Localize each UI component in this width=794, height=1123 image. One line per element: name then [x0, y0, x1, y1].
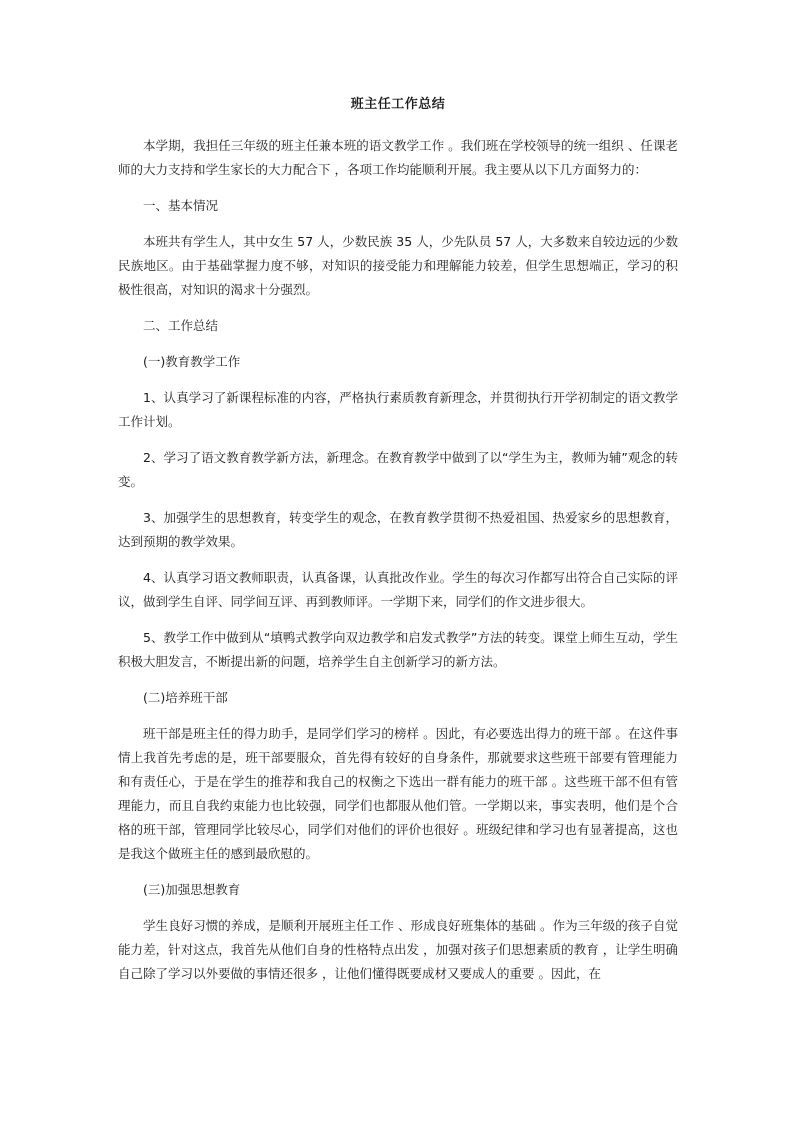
subsection-heading-moral-education: (三)加强思想教育 — [143, 882, 241, 897]
document-page — [118, 96, 678, 998]
teaching-item-4: 4、认真学习语文教师职责，认真备课，认真批改作业。学生的每次习作都写出符合自己实际的评议，做到学生自评、同学间互评、再到教师评。一学期下来，同学们的作文进步很大。 — [118, 570, 678, 609]
section-heading-basic-info: 一、基本情况 — [143, 198, 219, 213]
subsection-heading-class-cadres: (二)培养班干部 — [143, 690, 228, 705]
basic-info-paragraph: 本班共有学生人，其中女生 57 人，少数民族 35 人，少先队员 57 人，大多数来自较边远的少数民族地区。由于基础掌握力度不够，对知识的接受能力和理解能力较差，但学生思想端正，学习的积极性很高，对知识的渴求十分强烈。 — [118, 234, 678, 297]
teaching-item-3: 3、加强学生的思想教育，转变学生的观念，在教育教学贯彻不热爱祖国、热爱家乡的思想教育，达到预期的教学效果。 — [118, 510, 678, 549]
class-cadres-paragraph: 班干部是班主任的得力助手，是同学们学习的榜样 。因此，有必要选出得力的班干部 。在这件事情上我首先考虑的是，班干部要服众，首先得有较好的自身条件，那就要求这些班干部要有管理能力和有责任心，于是在学生的推荐和我自己的权衡之下选出一群有能力的班干部 。这些班干部不但有管理能力，而且自我约束能力也比较强，同学们也都服从他们管。一学期以来，事实表明，他们是个合格的班干部，管理同学比较尽心，同学们对他们的评价也很好 。班级纪律和学习也有显著提高，这也是我这个做班主任的感到最欣慰的。 — [118, 726, 678, 861]
section-heading-work-summary: 二、工作总结 — [143, 318, 219, 333]
teaching-item-2: 2、学习了语文教育教学新方法，新理念。在教育教学中做到了以“学生为主，教师为辅”观念的转变。 — [118, 450, 678, 489]
subsection-heading-teaching: (一)教育教学工作 — [143, 354, 241, 369]
document-title: 班主任工作总结 — [350, 97, 446, 112]
intro-paragraph: 本学期，我担任三年级的班主任兼本班的语文教学工作 。我们班在学校领导的统一组织 、任课老师的大力支持和学生家长的大力配合下 ，各项工作均能顺利开展。我主要从以下几方面努力的： — [118, 138, 678, 177]
teaching-item-1: 1、认真学习了新课程标准的内容，严格执行素质教育新理念，并贯彻执行开学初制定的语文教学工作计划。 — [118, 390, 678, 429]
teaching-item-5: 5、教学工作中做到从“填鸭式教学向双边教学和启发式教学”方法的转变。课堂上师生互动，学生积极大胆发言，不断提出新的问题，培养学生自主创新学习的新方法。 — [118, 630, 678, 669]
moral-education-paragraph: 学生良好习惯的养成，是顺利开展班主任工作 、形成良好班集体的基础 。作为三年级的孩子自觉能力差，针对这点，我首先从他们自身的性格特点出发 ，加强对孩子们思想素质的教育 ，让学生明确自己除了学习以外要做的事情还很多 ，让他们懂得既要成材又要成人的重要 。因此，在 — [118, 918, 678, 981]
